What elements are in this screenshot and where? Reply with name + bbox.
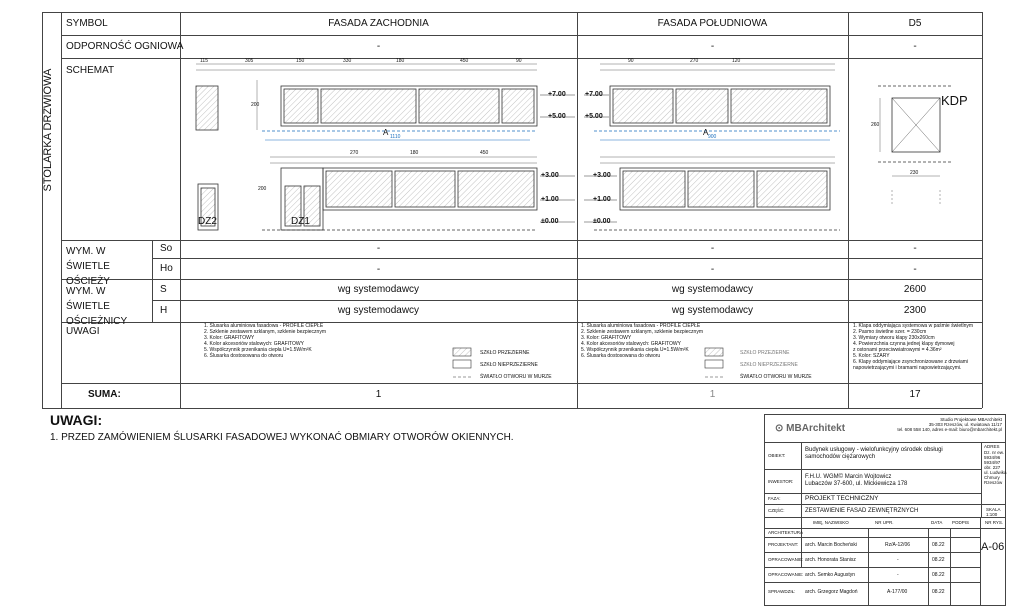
level-west-300: +3.00: [541, 172, 559, 179]
col-south-symbol: FASADA POŁUDNIOWA: [657, 18, 768, 29]
dim-south-90: 90: [628, 58, 634, 64]
side-label: STOLARKA DRZWIOWA: [42, 68, 54, 192]
dim-south-120: 120: [732, 58, 741, 64]
col-west-h: wg systemodawcy: [337, 305, 420, 316]
dim-west-150: 150: [296, 58, 305, 64]
dim-kdp-w: 230: [910, 170, 919, 176]
section-mark-south: A: [703, 128, 709, 137]
dim-west-lower-270: 270: [350, 150, 359, 156]
logo-icon: ⊙: [775, 423, 784, 434]
title-block: ⊙ MBArchitekt Studio Projektowe MBArchitekt 35-303 Rzeszów, ul. Kwiatowa 11/17 tel. 608 558 140, adres e-mail: biuro@mbarchitekt.pl OBIEKT: Budynek usługowy - wielofunkcyjny ośrodek obsługi samochodów ciężarowych ADRES Dz. nr ew. 5934/96 5934/97 obr. 227 ul. Ludwika Chmury Rzeszów INWESTOR: F.H.U. WGM© Marcin Wojtowicz Lubaczów 37-600, ul. Mickiewicza 178 FAZA: PROJEKT TECHNICZNY CZĘŚĆ: ZESTAWIENIE FASAD ZEWNĘTRZNYCH SKALA 1:100 IMIĘ, NAZWISKO NR UPR. DATA PODPIS NR RYS. ARCHITEKTURA PROJEKTANT: arch. Marcin Bocheński Rz/A-12/06 08.22 OPRACOWANIE: arch. Honorata Stanisz - 08.22 OPRACOWANIE: arch. Semko Augustyn - 08.22 SPRAWDZIŁ: arch. Grzegorz Magdoń A-177/00 08.22 A-06: [764, 414, 1006, 606]
level-west-000: ±0.00: [541, 218, 559, 225]
col-d5-so: -: [913, 243, 917, 254]
level-south-300: +3.00: [593, 172, 611, 179]
col-south-sum: 1: [709, 389, 716, 400]
dim-south-total: 900: [708, 134, 717, 140]
row-label-clear-leaf: WYM. W ŚWIETLE OŚCIEŻY: [66, 246, 110, 287]
remarks-title: UWAGI:: [50, 412, 103, 428]
dim-west-115: 115: [200, 58, 208, 64]
row-label-fire: ODPORNOŚĆ OGNIOWA: [66, 41, 184, 52]
level-south-100: +1.00: [593, 196, 611, 203]
dim-west-305: 305: [245, 58, 254, 64]
col-south-so: -: [710, 243, 715, 254]
dim-west-lower-200: 200: [258, 186, 267, 192]
col-south-h: wg systemodawcy: [671, 305, 754, 316]
dim-kdp-h: 260: [871, 122, 880, 128]
row-label-schema: SCHEMAT: [66, 65, 115, 76]
col-west-symbol: FASADA ZACHODNIA: [328, 18, 429, 29]
level-west-100: +1.00: [541, 196, 559, 203]
dim-west-lower-450: 450: [480, 150, 489, 156]
row-label-ho: Ho: [160, 263, 173, 274]
col-west-fire: -: [376, 41, 381, 52]
col-west-sum: 1: [375, 389, 382, 400]
remarks-line-1: 1. PRZED ZAMÓWIENIEM ŚLUSARKI FASADOWEJ WYKONAĆ OBMIARY OTWORÓW OKIENNYCH.: [50, 432, 514, 443]
row-label-notes: UWAGI: [66, 326, 100, 337]
legend-west-transparent: SZKŁO PRZEZIERNE: [480, 350, 530, 356]
col-west-s: wg systemodawcy: [337, 284, 420, 295]
col-d5-h: 2300: [903, 305, 927, 316]
row-label-sum: SUMA:: [88, 389, 121, 400]
row-label-s: S: [160, 284, 167, 295]
legend-west-opening: ŚWIATŁO OTWORU W MURZE: [480, 374, 552, 380]
level-south-500: +5.00: [585, 113, 603, 120]
col-d5-fire: -: [913, 41, 917, 52]
dim-south-270: 270: [690, 58, 699, 64]
legend-south-transparent: SZKŁO PRZEZIERNE: [740, 350, 790, 356]
row-label-h: H: [160, 305, 168, 316]
col-d5-symbol: D5: [908, 18, 922, 29]
col-west-ho: -: [376, 264, 381, 275]
studio-logo: ⊙ MBArchitekt: [775, 423, 846, 434]
west-lower-facade: [198, 168, 537, 230]
legend-south-opening: ŚWIATŁO OTWORU W MURZE: [740, 374, 812, 380]
col-south-fire: -: [710, 41, 715, 52]
level-south-000: ±0.00: [593, 218, 611, 225]
dim-west-90: 90: [516, 58, 522, 64]
section-mark-west: A: [383, 128, 389, 137]
dim-west-330: 330: [343, 58, 352, 64]
col-west-so: -: [376, 243, 381, 254]
row-label-symbol: SYMBOL: [66, 18, 108, 29]
dim-west-180: 180: [396, 58, 405, 64]
row-label-clear-frame: WYM. W ŚWIETLE OŚCIEŻNICY: [66, 286, 128, 327]
col-south-ho: -: [710, 264, 715, 275]
kdp-label: KDP: [941, 93, 968, 108]
dim-west-total: 1110: [390, 134, 401, 140]
legend-west-opaque: SZKŁO NIEPRZEZIERNE: [480, 362, 538, 368]
sheet-number: A-06: [981, 541, 1005, 553]
row-label-so: So: [160, 243, 173, 254]
col-d5-s: 2600: [903, 284, 927, 295]
dz1-label: DZ1: [291, 216, 310, 227]
dim-west-450: 450: [460, 58, 469, 64]
level-west-700: +7.00: [548, 91, 566, 98]
dim-west-200: 200: [251, 102, 260, 108]
dz2-label: DZ2: [198, 216, 217, 227]
level-west-500: +5.00: [548, 113, 566, 120]
col-d5-ho: -: [913, 264, 917, 275]
col-south-s: wg systemodawcy: [671, 284, 754, 295]
west-upper-facade: [196, 86, 537, 131]
dim-west-lower-180: 180: [410, 150, 419, 156]
south-upper-facade: [594, 86, 840, 131]
col-d5-sum: 17: [909, 389, 921, 400]
legend-south-opaque: SZKŁO NIEPRZEZIERNE: [740, 362, 798, 368]
level-south-700: +7.00: [585, 91, 603, 98]
south-lower-facade: [594, 168, 840, 230]
